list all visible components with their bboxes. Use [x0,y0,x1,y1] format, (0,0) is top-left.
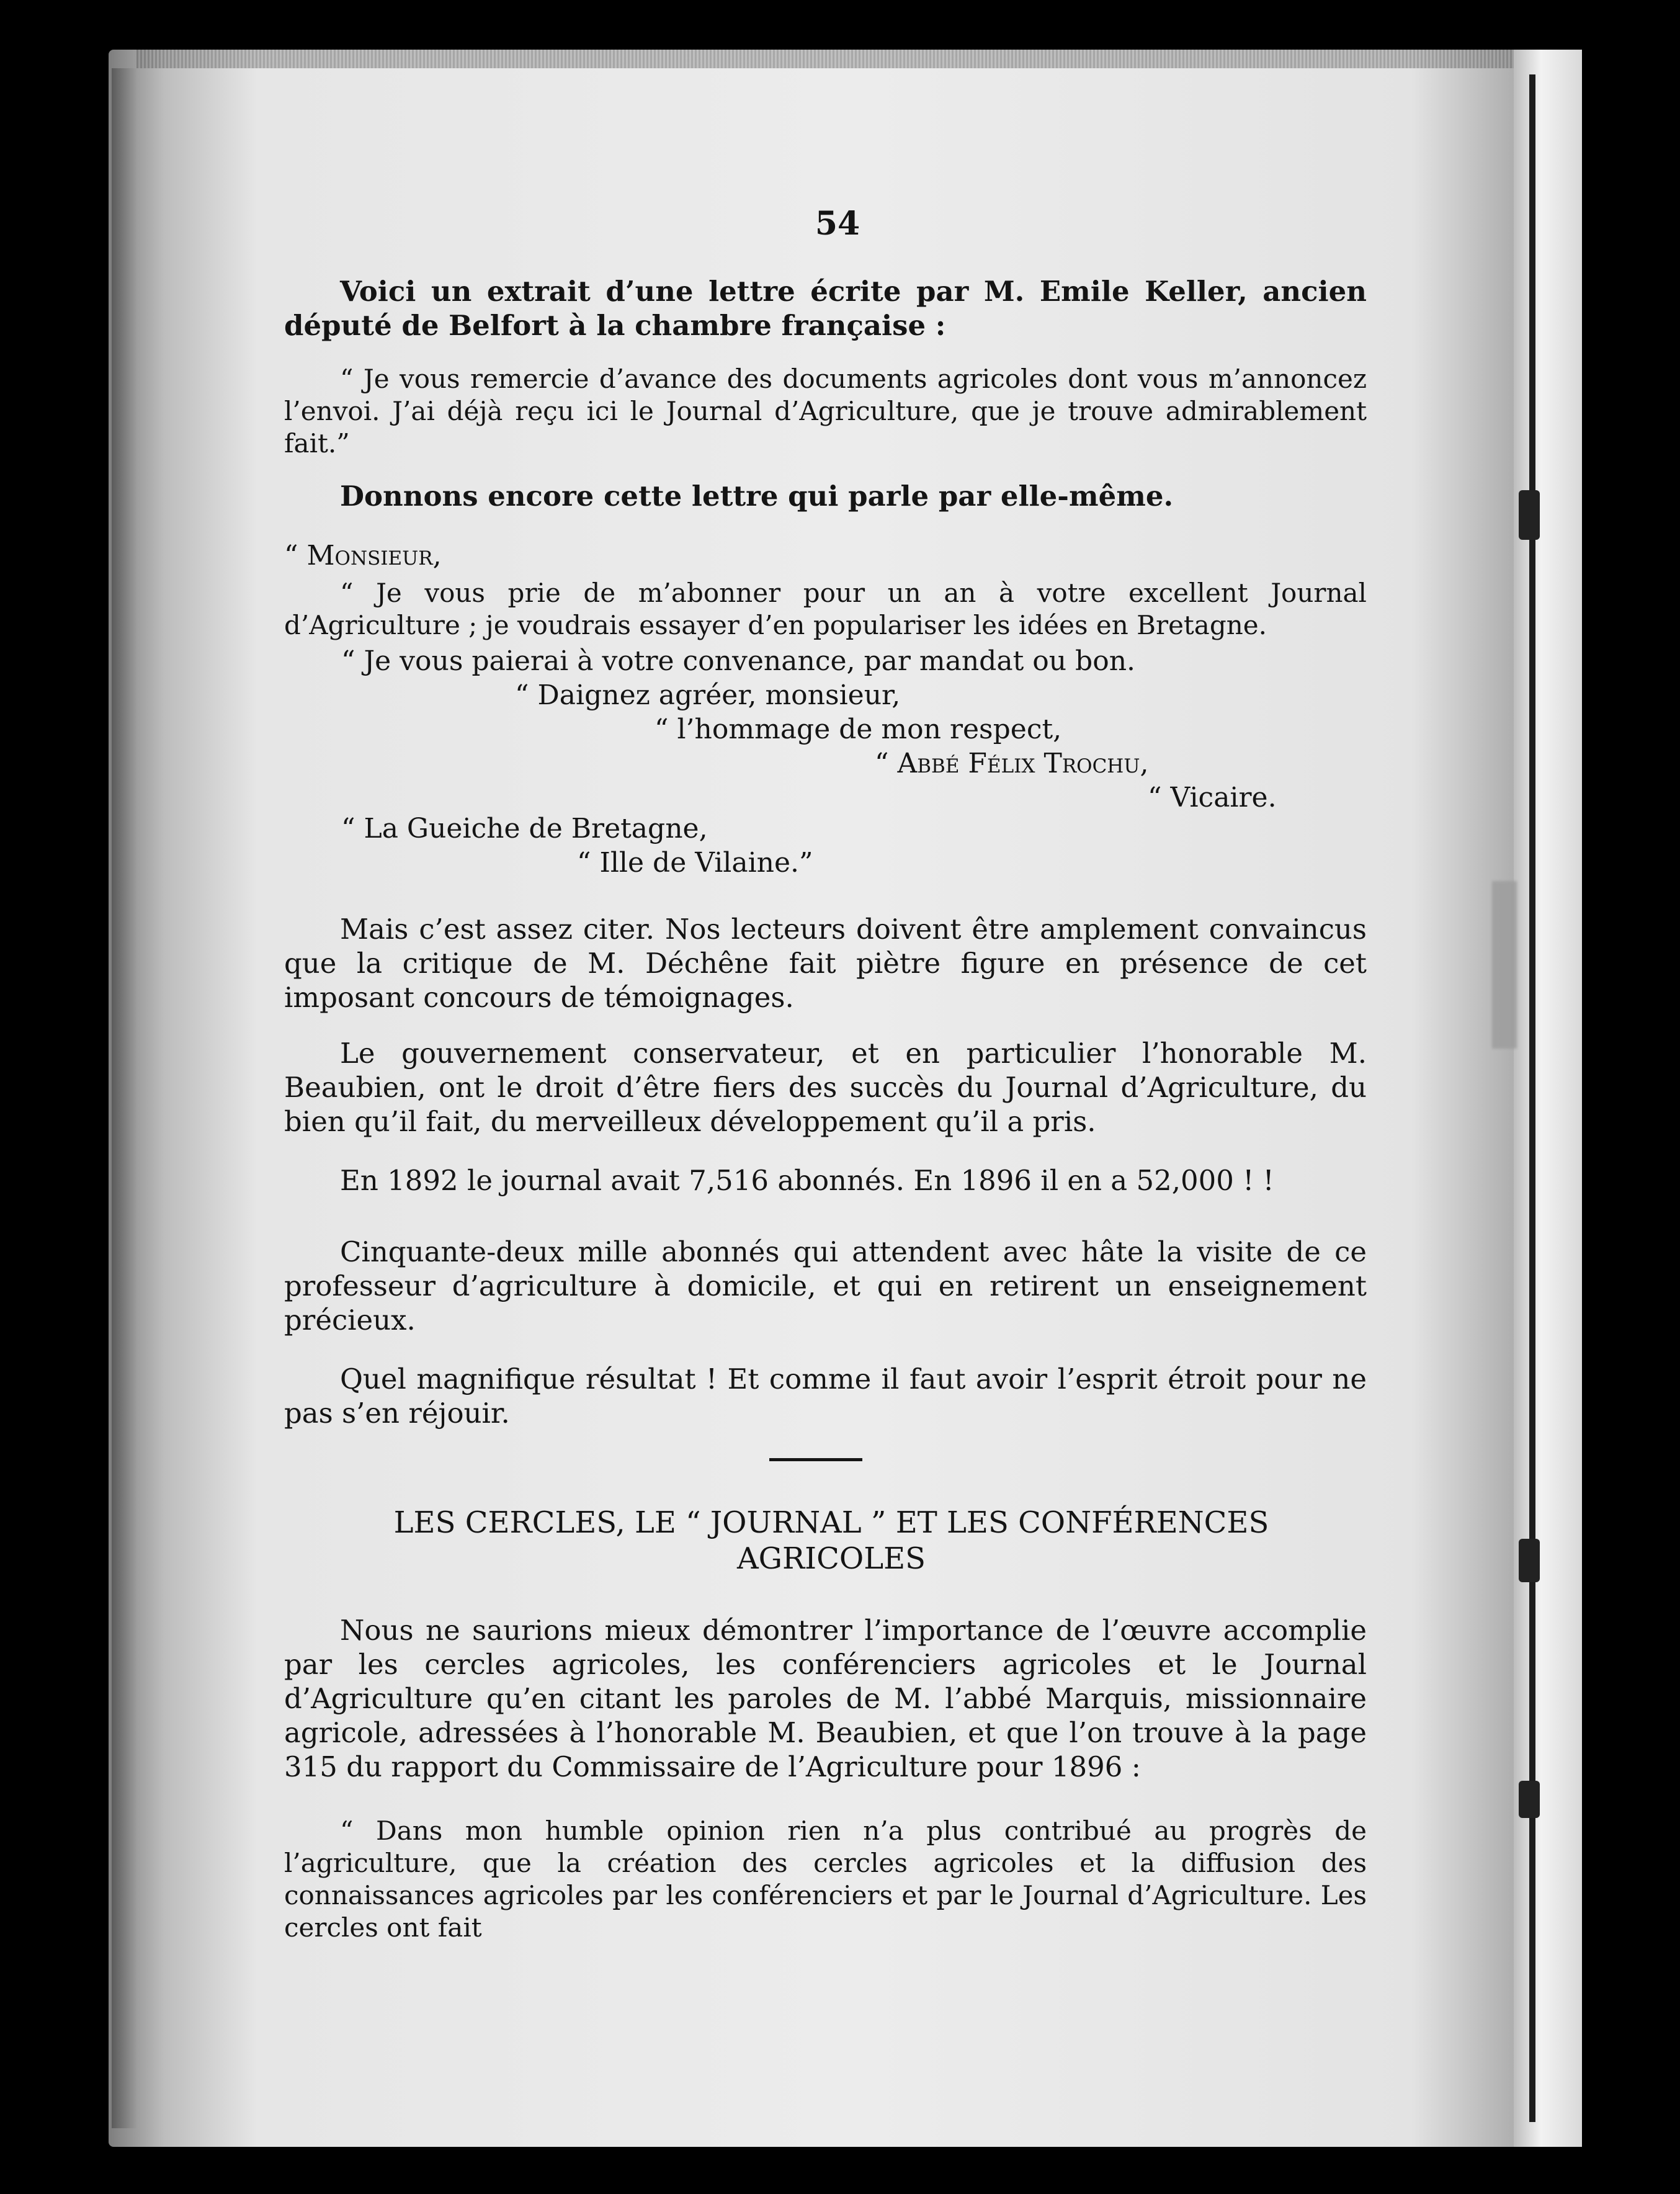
letter-body: “ Je vous prie de m’abonner pour un an à votre excellent Journal d’Agriculture ; je voudrais essayer d’en populariser les idées en Bretagne. [284,578,1367,640]
conclusion-paragraph: Mais c’est assez citer. Nos lecteurs doivent être amplement convaincus que la critique de M. Déchêne fait piètre figure en présence de cet imposant concours de témoignages. [284,913,1367,1014]
paper-stain [1492,881,1517,1049]
binding-mark [1519,1539,1540,1582]
intro-paragraph: Voici un extrait d’une lettre écrite par M. Emile Keller, ancien député de Belfort à la chambre française : [284,275,1367,342]
salutation: “ Monsieur, [284,540,442,571]
address-line-1: “ La Gueiche de Bretagne, [341,813,708,844]
subscription-paragraph: En 1892 le journal avait 7,516 abonnés. En 1896 il en a 52,000 ! ! [340,1164,1274,1197]
payment-line: “ Je vous paierai à votre convenance, par mandat ou bon. [341,645,1136,677]
government-paragraph: Le gouvernement conservateur, et en particulier l’honorable M. Beaubien, ont le droit d’être fiers des succès du Journal d’Agriculture, du bien qu’il fait, du merveilleux développement qu’il a pris. [284,1037,1367,1138]
address-line-2: “ Ille de Vilaine.” [577,847,813,879]
keller-quote: “ Je vous remercie d’avance des documents agricoles dont vous m’annoncez l’envoi. J’ai déjà reçu ici le Journal d’Agriculture, que je trouve admirablement fait.” [284,364,1367,459]
adjacent-page-edge [1514,50,1582,2147]
closing-line-1: “ Daignez agréer, monsieur, [515,679,901,711]
signature-name: “ Abbé Félix Trochu, [875,748,1149,779]
page-top-edge [136,50,1526,68]
binding-mark [1519,490,1540,540]
section-divider [769,1458,862,1461]
binding-mark [1519,1781,1540,1818]
signature-title: “ Vicaire. [1148,782,1277,813]
section-paragraph: Nous ne saurions mieux démontrer l’importance de l’œuvre accomplie par les cercles agricoles, les conférenciers agricoles et le Journal d’Agriculture qu’en citant les paroles de M. l’abbé Marquis, missionnaire agricole, adressées à l’honorable M. Beaubien, et que l’on trouve à la page 315 du rapport du Commissaire de l’Agriculture pour 1896 : [284,1614,1367,1783]
page-left-edge [112,68,136,2128]
section-heading: LES CERCLES, LE “ JOURNAL ” ET LES CONFÉRENCES AGRICOLES [393,1505,1269,1576]
page-number: 54 [815,205,860,243]
marquis-quote: “ Dans mon humble opinion rien n’a plus contribué au progrès de l’agriculture, que la création des cercles agricoles et la diffusion des connaissances agricoles par les conférenciers et par le Journal d’Agriculture. Les cercles ont fait [284,1816,1367,1943]
result-paragraph: Quel magnifique résultat ! Et comme il faut avoir l’esprit étroit pour ne pas s’en réjouir. [284,1363,1367,1430]
letter-intro: Donnons encore cette lettre qui parle par elle-même. [340,480,1174,513]
closing-line-2: “ l’hommage de mon respect, [655,714,1062,745]
subscribers-paragraph: Cinquante-deux mille abonnés qui attendent avec hâte la visite de ce professeur d’agriculture à domicile, et qui en retirent un enseignement précieux. [284,1235,1367,1337]
